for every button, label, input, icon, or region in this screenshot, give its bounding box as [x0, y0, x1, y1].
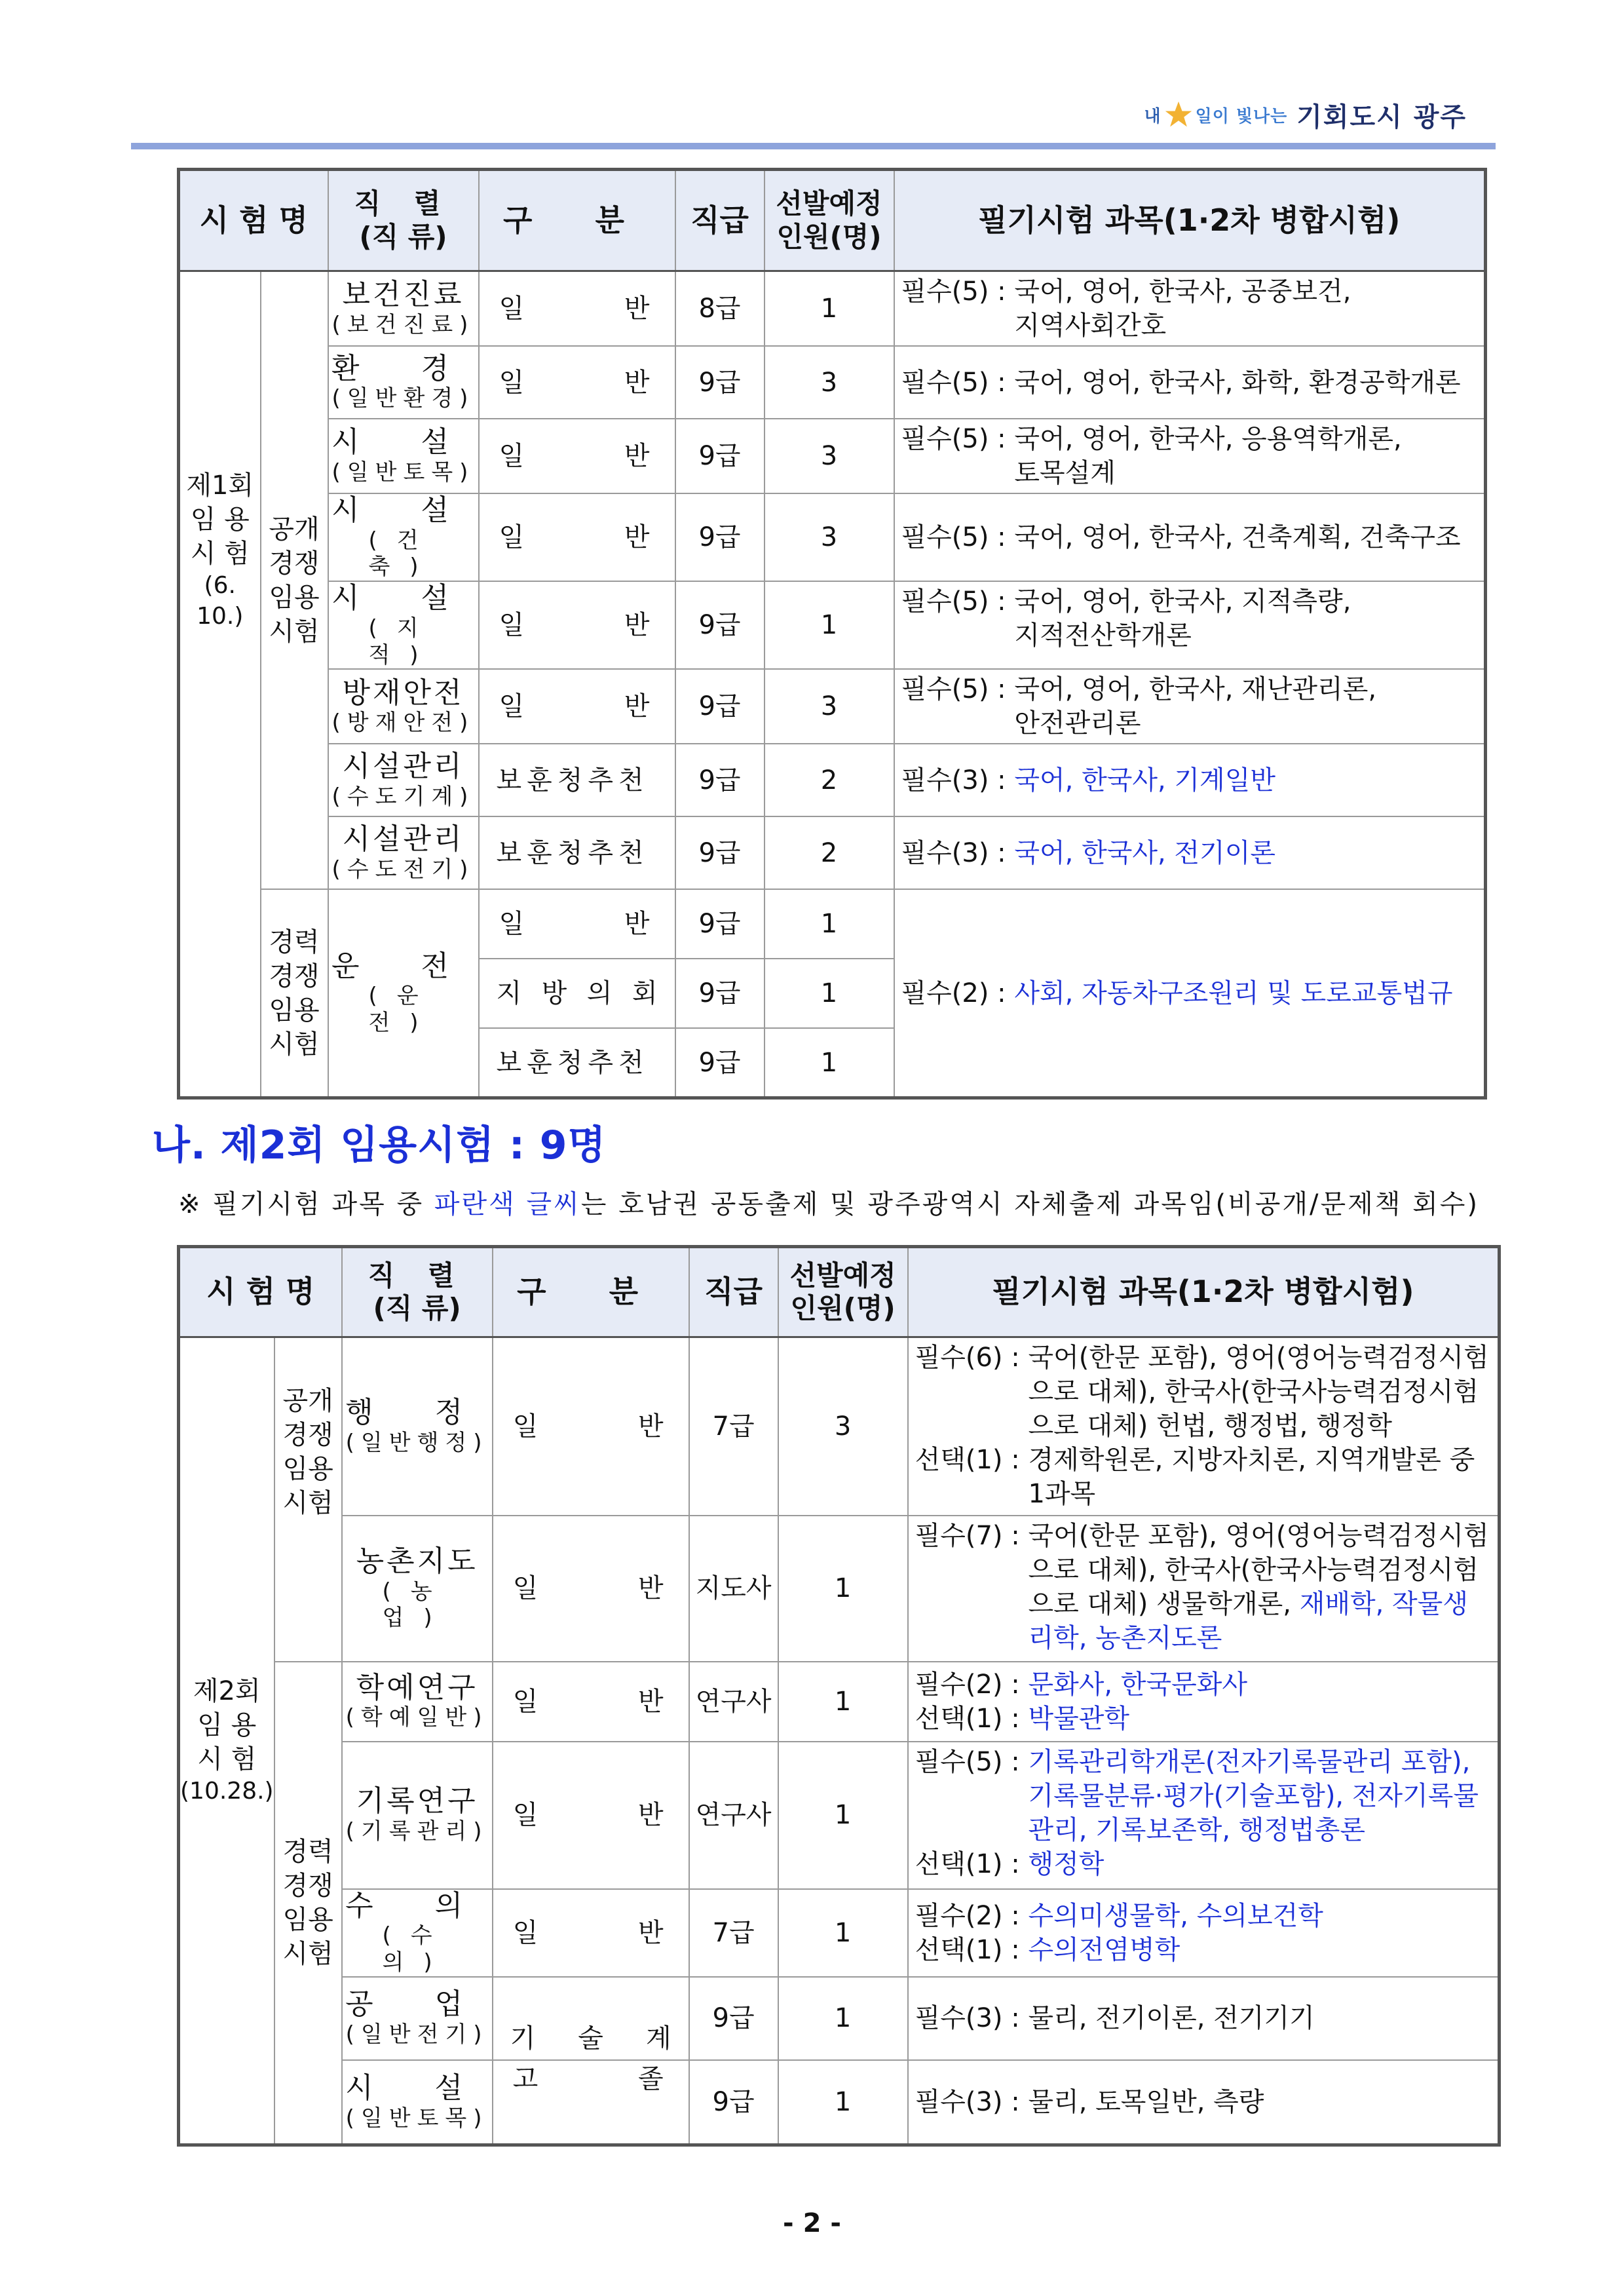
- grade-cell: 9급: [675, 816, 765, 889]
- count-cell: 3: [765, 346, 894, 419]
- gubun-cell: 보훈청추천: [479, 1028, 675, 1098]
- count-cell: 1: [765, 271, 894, 347]
- job-cell: 시설관리 (수도기계): [328, 744, 479, 816]
- grade-cell: 9급: [675, 581, 765, 669]
- count-cell: 2: [765, 744, 894, 816]
- logo-slogan-part1: 내: [1144, 106, 1161, 126]
- header-divider: [131, 143, 1496, 149]
- table-row: [179, 1742, 1500, 1889]
- job-cell: 행 정 (일반행정): [342, 1337, 493, 1516]
- grade-cell: 7급: [689, 1889, 778, 1977]
- star-icon: [1164, 100, 1193, 129]
- subject-cell: 필수(5) : 기록관리학개론(전자기록물관리 포함), 기록물분류·평가(기술포함), 전자기록물관리, 기록보존학, 행정법총론 선택(1) : 행정학: [908, 1742, 1500, 1889]
- header-count: 선발예정 인원(명): [778, 1247, 908, 1337]
- count-cell: 1: [778, 1889, 908, 1977]
- subject-cell: 필수(3) : 국어, 한국사, 전기이론: [894, 816, 1486, 889]
- subject-cell: 필수(2) : 문화사, 한국문화사 선택(1) : 박물관학: [908, 1662, 1500, 1742]
- gubun-cell: 일 반: [479, 346, 675, 419]
- logo-slogan: [1144, 100, 1287, 129]
- job-cell: 시설관리 (수도전기): [328, 816, 479, 889]
- grade-cell: 9급: [689, 1977, 778, 2060]
- exam-type-open: 공개 경쟁 임용 시험: [261, 271, 328, 890]
- exam-table-1: [177, 168, 1487, 1100]
- header-job: 직 렬 (직 류): [328, 170, 479, 271]
- subject-cell: 필수(2) : 수의미생물학, 수의보건학 선택(1) : 수의전염병학: [908, 1889, 1500, 1977]
- table-row: [179, 2060, 1500, 2145]
- header-exam: 시 험 명: [179, 170, 328, 271]
- gubun-cell: 일 반: [479, 493, 675, 581]
- subject-cell: 필수(5) : 국어, 영어, 한국사, 재난관리론, 안전관리론: [894, 669, 1486, 744]
- job-cell: 수 의 (수 의): [342, 1889, 493, 1977]
- subject-cell: 필수(7) : 국어(한문 포함), 영어(영어능력검정시험으로 대체), 한국사(한국사능력검정시험으로 대체) 생물학개론, 재배학, 작물생리학, 농촌지도론: [908, 1516, 1500, 1662]
- gubun-cell: 일 반: [479, 419, 675, 493]
- job-cell: 보건진료 (보건진료): [328, 271, 479, 347]
- gubun-cell: 보훈청추천: [479, 744, 675, 816]
- grade-cell: 9급: [675, 346, 765, 419]
- gubun-cell: 고 졸: [493, 2060, 689, 2145]
- grade-cell: 9급: [675, 493, 765, 581]
- subject-cell: 필수(3) : 물리, 토목일반, 측량: [908, 2060, 1500, 2145]
- subject-cell: 필수(5) : 국어, 영어, 한국사, 건축계획, 건축구조: [894, 493, 1486, 581]
- section-note: ※ 필기시험 과목 중 파란색 글씨는 호남권 공동출제 및 광주광역시 자체출제 과목임(비공개/문제책 회수): [178, 1189, 1480, 1219]
- subject-cell: 필수(5) : 국어, 영어, 한국사, 지적측량, 지적전산학개론: [894, 581, 1486, 669]
- gubun-cell: 기 술 계: [493, 1977, 689, 2060]
- subject-cell: 필수(5) : 국어, 영어, 한국사, 응용역학개론, 토목설계: [894, 419, 1486, 493]
- job-cell: 공 업 (일반전기): [342, 1977, 493, 2060]
- grade-cell: 9급: [675, 669, 765, 744]
- job-cell: 시 설 (일반토목): [342, 2060, 493, 2145]
- count-cell: 3: [778, 1337, 908, 1516]
- gubun-cell: 일 반: [493, 1662, 689, 1742]
- table-row: [179, 669, 1486, 744]
- job-cell: 학예연구 (학예일반): [342, 1662, 493, 1742]
- count-cell: 1: [765, 1028, 894, 1098]
- table-header-row: [179, 170, 1486, 271]
- table-row: [179, 419, 1486, 493]
- city-logo: [1144, 93, 1467, 136]
- table-row: [179, 1977, 1500, 2060]
- header-exam: 시 험 명: [179, 1247, 342, 1337]
- job-cell: 농촌지도 (농 업): [342, 1516, 493, 1662]
- table-row: [179, 1516, 1500, 1662]
- count-cell: 1: [765, 581, 894, 669]
- gubun-cell: 일 반: [479, 271, 675, 347]
- count-cell: 3: [765, 669, 894, 744]
- subject-cell: 필수(5) : 국어, 영어, 한국사, 화학, 환경공학개론: [894, 346, 1486, 419]
- subject-cell: 필수(3) : 물리, 전기이론, 전기기기: [908, 1977, 1500, 2060]
- header-grade: 직급: [675, 170, 765, 271]
- gubun-cell: 일 반: [479, 669, 675, 744]
- logo-slogan-part2: 일이 빛나는: [1195, 106, 1288, 126]
- header-count: 선발예정 인원(명): [765, 170, 894, 271]
- grade-cell: 9급: [675, 744, 765, 816]
- count-cell: 3: [765, 419, 894, 493]
- count-cell: 3: [765, 493, 894, 581]
- job-cell: 환 경 (일반환경): [328, 346, 479, 419]
- logo-title: 기회도시 광주: [1296, 102, 1467, 132]
- job-cell: 시 설 (지 적): [328, 581, 479, 669]
- header-gubun: 구 분: [479, 170, 675, 271]
- grade-cell: 9급: [675, 889, 765, 959]
- grade-cell: 연구사: [689, 1742, 778, 1889]
- table-row: [179, 889, 1486, 959]
- subject-cell: 필수(2) : 사회, 자동차구조원리 및 도로교통법규: [894, 889, 1486, 1098]
- exam-table-2: [177, 1245, 1501, 2147]
- count-cell: 1: [778, 1662, 908, 1742]
- exam-name-cell: 제1회 임 용 시 험 (6. 10.): [179, 271, 261, 1098]
- table-row: [179, 816, 1486, 889]
- count-cell: 1: [778, 2060, 908, 2145]
- gubun-cell: 지 방 의 회: [479, 959, 675, 1028]
- job-cell: 방재안전 (방재안전): [328, 669, 479, 744]
- job-cell: 시 설 (일반토목): [328, 419, 479, 493]
- count-cell: 1: [778, 1516, 908, 1662]
- gubun-cell: 보훈청추천: [479, 816, 675, 889]
- gubun-cell: 일 반: [493, 1516, 689, 1662]
- grade-cell: 9급: [675, 959, 765, 1028]
- grade-cell: 연구사: [689, 1662, 778, 1742]
- job-cell: 시 설 (건 축): [328, 493, 479, 581]
- exam-name-cell: 제2회 임 용 시 험 (10.28.): [179, 1337, 274, 2145]
- grade-cell: 9급: [675, 1028, 765, 1098]
- exam-type-open: 공개 경쟁 임용 시험: [274, 1337, 342, 1662]
- table-row: [179, 271, 1486, 347]
- count-cell: 1: [765, 889, 894, 959]
- count-cell: 2: [765, 816, 894, 889]
- header-subject: 필기시험 과목(1·2차 병합시험): [908, 1247, 1500, 1337]
- grade-cell: 지도사: [689, 1516, 778, 1662]
- count-cell: 1: [778, 1977, 908, 2060]
- grade-cell: 9급: [675, 419, 765, 493]
- table-row: [179, 1889, 1500, 1977]
- grade-cell: 7급: [689, 1337, 778, 1516]
- table-row: [179, 346, 1486, 419]
- header-grade: 직급: [689, 1247, 778, 1337]
- table-row: [179, 581, 1486, 669]
- gubun-cell: 일 반: [493, 1742, 689, 1889]
- subject-cell: 필수(6) : 국어(한문 포함), 영어(영어능력검정시험으로 대체), 한국사(한국사능력검정시험으로 대체) 헌법, 행정법, 행정학 선택(1) : 경제학원론, 지방자치론, 지역개발론 중 1과목: [908, 1337, 1500, 1516]
- grade-cell: 8급: [675, 271, 765, 347]
- exam-type-career: 경력 경쟁 임용 시험: [274, 1662, 342, 2145]
- header-subject: 필기시험 과목(1·2차 병합시험): [894, 170, 1486, 271]
- grade-cell: 9급: [689, 2060, 778, 2145]
- exam-type-career: 경력 경쟁 임용 시험: [261, 889, 328, 1098]
- gubun-cell: 일 반: [493, 1337, 689, 1516]
- page-number: - 2 -: [783, 2208, 841, 2238]
- subject-cell: 필수(5) : 국어, 영어, 한국사, 공중보건, 지역사회간호: [894, 271, 1486, 347]
- count-cell: 1: [778, 1742, 908, 1889]
- count-cell: 1: [765, 959, 894, 1028]
- section-title: 나. 제2회 임용시험 : 9명: [152, 1122, 607, 1168]
- job-cell: 운 전 (운 전): [328, 889, 479, 1098]
- table-row: [179, 1662, 1500, 1742]
- header-gubun: 구 분: [493, 1247, 689, 1337]
- table-row: [179, 1337, 1500, 1516]
- header-job: 직 렬 (직 류): [342, 1247, 493, 1337]
- gubun-cell: 일 반: [479, 889, 675, 959]
- gubun-cell: 일 반: [493, 1889, 689, 1977]
- job-cell: 기록연구 (기록관리): [342, 1742, 493, 1889]
- table-row: [179, 744, 1486, 816]
- gubun-cell: 일 반: [479, 581, 675, 669]
- table-header-row: [179, 1247, 1500, 1337]
- subject-cell: 필수(3) : 국어, 한국사, 기계일반: [894, 744, 1486, 816]
- table-row: [179, 493, 1486, 581]
